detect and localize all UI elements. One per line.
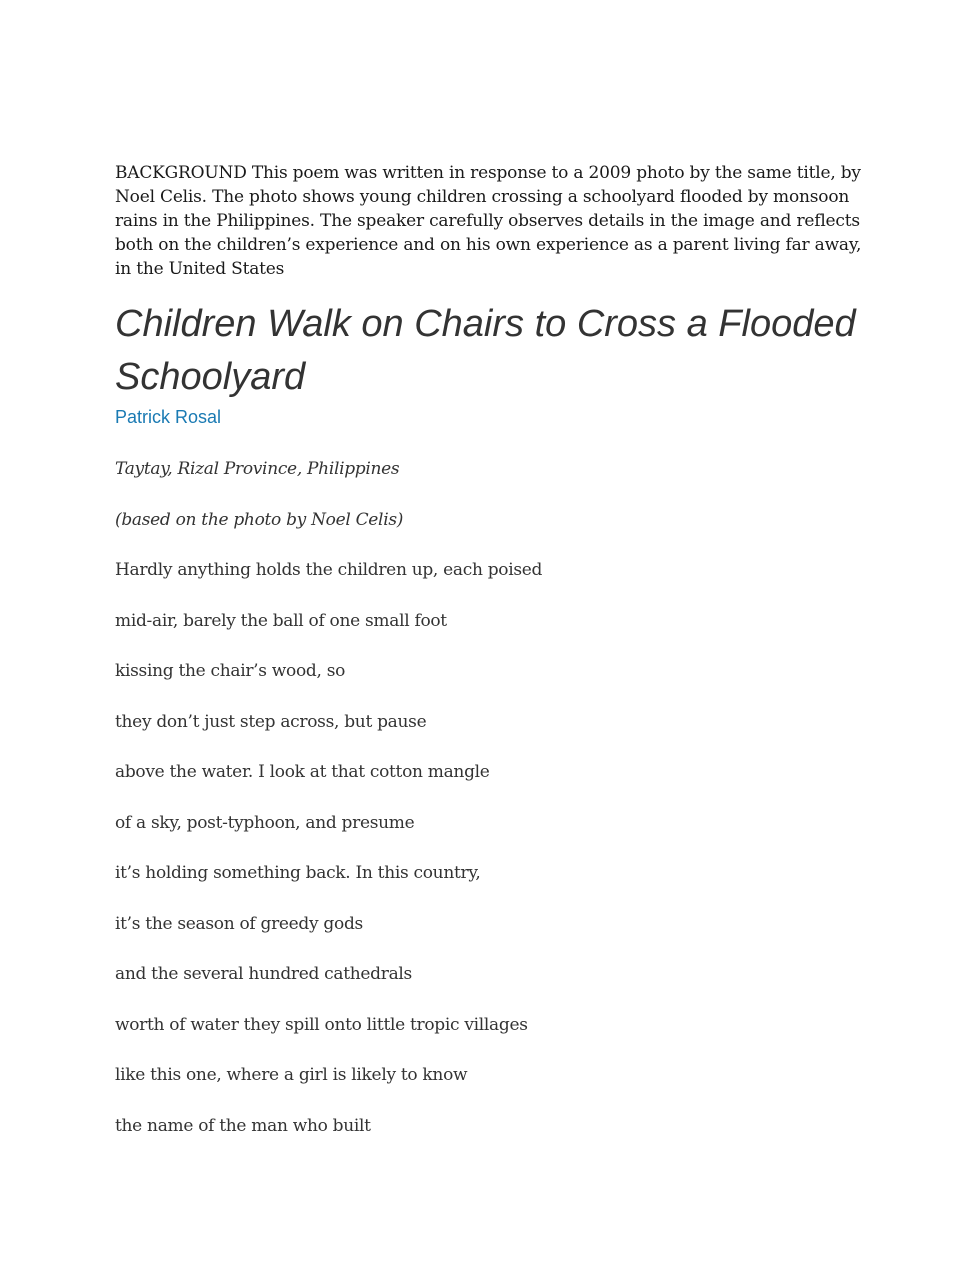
poem-line: Hardly anything holds the children up, each poised <box>115 560 543 580</box>
poem-line: the name of the man who built <box>115 1115 371 1136</box>
poem-line: it’s the season of greedy gods <box>115 913 363 934</box>
poem-line: above the water. I look at that cotton mangle <box>115 762 490 782</box>
poem-line: kissing the chair’s wood, so <box>115 661 346 681</box>
author-link[interactable]: Patrick Rosal <box>115 407 222 427</box>
poem-place: Taytay, Rizal Province, Philippines <box>115 459 400 479</box>
document-page <box>115 161 875 1164</box>
poem-line: like this one, where a girl is likely to know <box>115 1065 468 1085</box>
poem-line: it’s holding something back. In this country, <box>115 863 481 883</box>
background-paragraph: BACKGROUND This poem was written in response to a 2009 photo by the same title, by Noel Celis. The photo shows young children crossing a schoolyard flooded by monsoon rains in the Philippines. The speaker carefully observes details in the image and reflects both on the children’s experience and on his own experience as a parent living far away, in the United States <box>115 163 862 279</box>
poem-line: of a sky, post-typhoon, and presume <box>115 812 415 833</box>
poem-line: they don’t just step across, but pause <box>115 711 427 732</box>
poem-title: Children Walk on Chairs to Cross a Flooded Schoolyard <box>115 303 856 398</box>
poem-line: mid-air, barely the ball of one small foot <box>115 610 447 631</box>
poem-line: worth of water they spill onto little tropic villages <box>115 1014 528 1035</box>
poem-note: (based on the photo by Noel Celis) <box>115 509 404 530</box>
poem-line: and the several hundred cathedrals <box>115 964 412 984</box>
poem-body <box>115 457 875 1138</box>
